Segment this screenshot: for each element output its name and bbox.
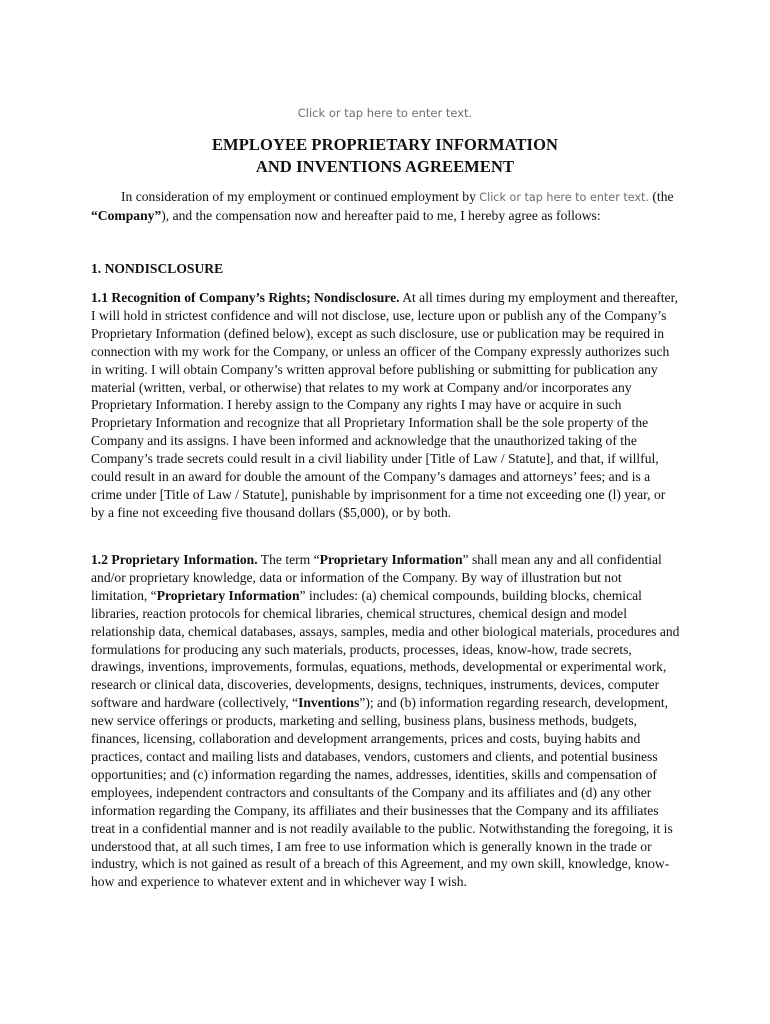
section-1-2-text-4: ”); and (b) information regarding research, development, new service offerings or products, marketing and selling, business plans, business methods, budgets, finances, licensing, collaboration and development arrangements, prices and costs, buying habits and practices, contact and mailing lists and databases, vendors, customers and clients, and potential business opportunities; and (c) information regarding the names, addresses, identities, skills and compensation of employees, independent contractors and consultants of the Company and its affiliates and (d) any other information regarding the Company, its affiliates and their businesses that the Company and its affiliates treat in a confidential manner and is not readily available to the public. Notwithstanding the foregoing, it is understood that, at all such times, I am free to use information which is generally known in the trade or industry, which is not gained as result of a breach of this Agreement, and my own skill, knowledge, know-how and experience to whatever extent and in whichever way I wish. — [91, 695, 673, 890]
section-1-1-text: At all times during my employment and thereafter, I will hold in strictest confidence and will not disclose, use, lecture upon or publish any of the Company’s Proprietary Information (defined below), except as such disclosure, use or publication may be required in connection with my work for the Company, or unless an officer of the Company expressly authorizes such in writing. I will obtain Company’s written approval before publishing or submitting for publication any material (written, verbal, or otherwise) that relates to my work at Company and/or incorporates any Proprietary Information. I hereby assign to the Company any rights I may have or acquire in such Proprietary Information and recognize that all Proprietary Information shall be the sole property of the Company and its assigns. I have been informed and acknowledge that the unauthorized taking of the Company’s trade secrets could result in a civil liability under [Title of Law / Statute], and that, if willful, could result in an award for double the amount of the Company’s damages and attorneys’ fees; and is a crime under [Title of Law / Statute], punishable by imprisonment for a time not exceeding one (l) year, or by a fine not exceeding five thousand dollars ($5,000), or by both. — [91, 290, 678, 520]
proprietary-information-term-2: Proprietary Information — [156, 587, 300, 603]
section-1-heading: 1. NONDISCLOSURE — [91, 261, 224, 276]
intro-paragraph — [91, 188, 681, 225]
section-1-2-text-3: ” includes: (a) chemical compounds, building blocks, chemical libraries, reaction protocols for chemical libraries, chemical structures, chemical design and model relationship data, chemical databases, assays, samples, media and other biological materials, procedures and formulations for producing any such materials, products, processes, ideas, know-how, trade secrets, drawings, inventions, improvements, formulas, equations, methods, developmental or experimental work, research or clinical data, discoveries, developments, designs, techniques, instruments, devices, computer software and hardware (collectively, “ — [91, 587, 680, 711]
intro-the: (the — [652, 189, 674, 204]
section-1-2-heading: 1.2 Proprietary Information. — [91, 552, 258, 567]
intro-after: ), and the compensation now and hereafter paid to me, I hereby agree as follows: — [161, 207, 601, 223]
document-title — [0, 134, 770, 178]
section-1-1-heading: 1.1 Recognition of Company’s Rights; Nondisclosure. — [91, 290, 400, 305]
top-text-placeholder[interactable]: Click or tap here to enter text. — [297, 106, 473, 120]
company-name-placeholder[interactable]: Click or tap here to enter text. — [479, 191, 649, 204]
proprietary-information-term-1: Proprietary Information — [319, 552, 463, 567]
intro-before: In consideration of my employment or continued employment by — [121, 189, 476, 204]
section-1-2-text-2: ” shall mean any and all confidential and/or proprietary knowledge, data or information of the Company. By way of illustration but not limitation, “ — [91, 552, 662, 603]
section-1-1-paragraph — [91, 289, 681, 522]
section-1-2-text-1: The term “ — [260, 552, 320, 567]
company-defined-term: “Company” — [91, 207, 162, 223]
inventions-term: Inventions — [298, 695, 360, 711]
section-1-2-paragraph — [91, 551, 681, 891]
title-line-1: EMPLOYEE PROPRIETARY INFORMATION — [211, 135, 559, 154]
title-line-2: AND INVENTIONS AGREEMENT — [255, 157, 515, 176]
